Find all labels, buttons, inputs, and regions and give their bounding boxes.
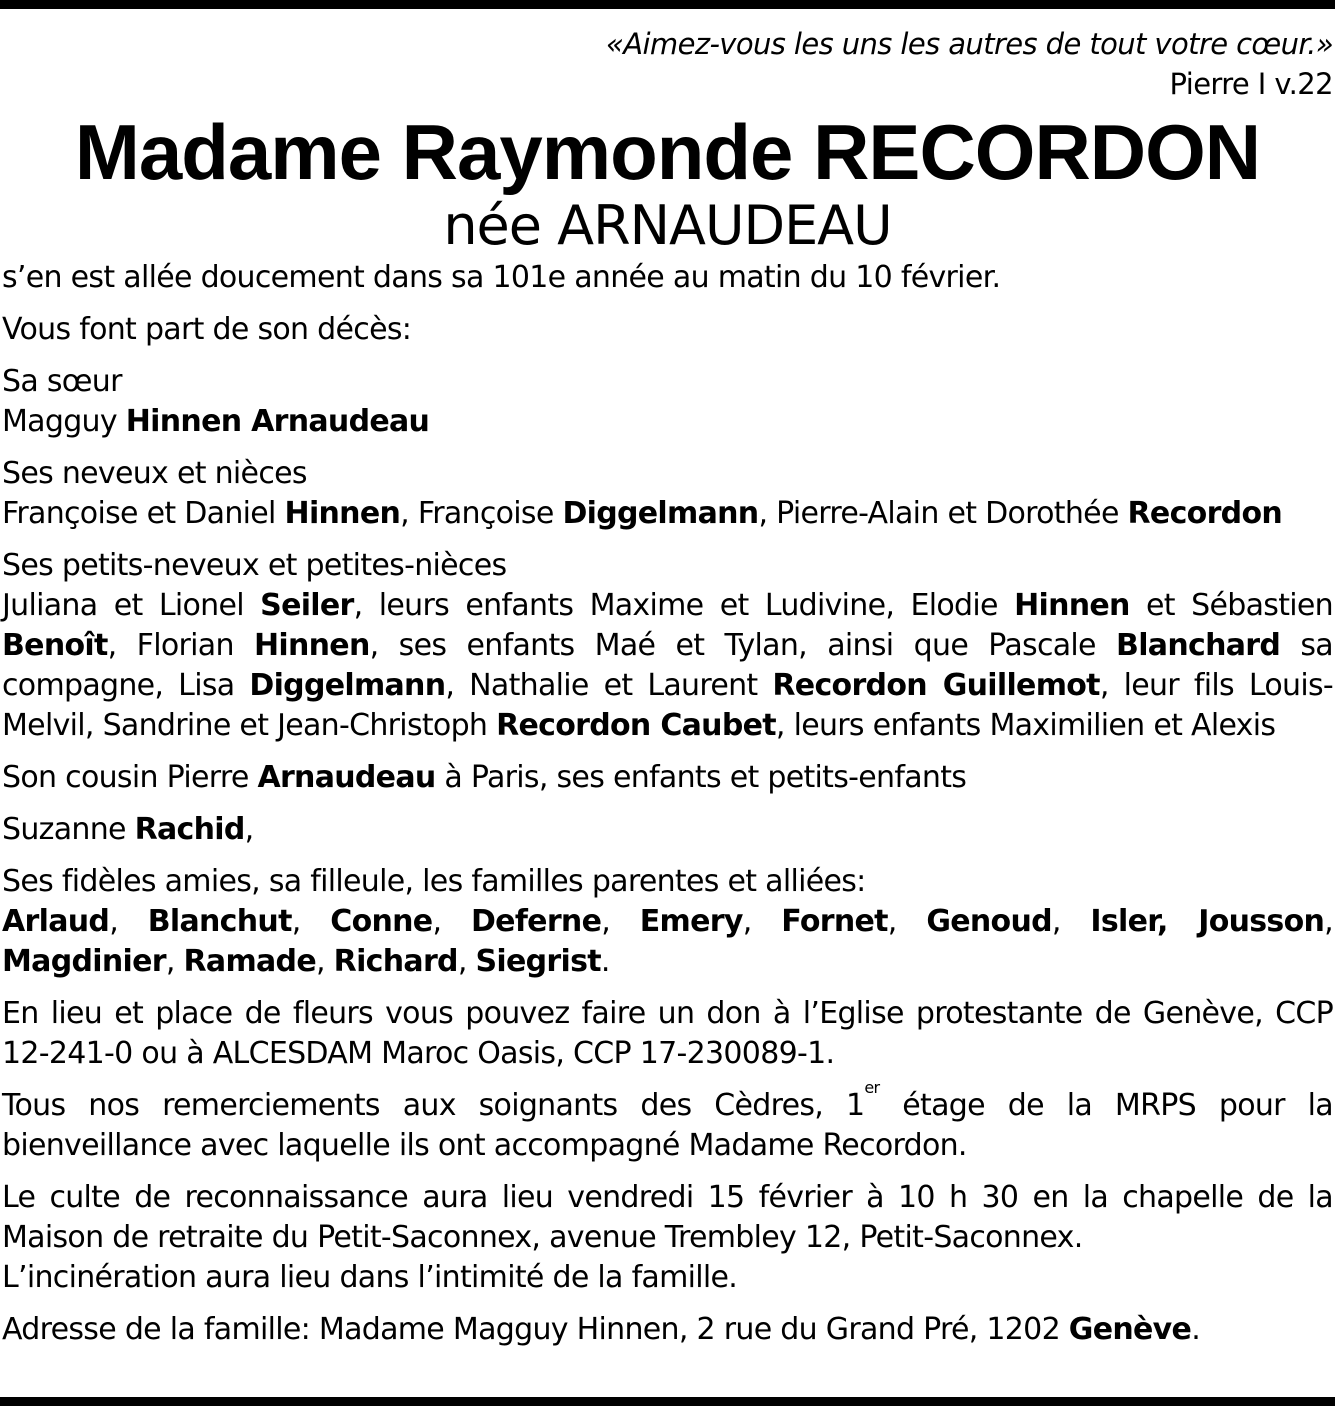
thanks-superscript: er	[864, 1078, 880, 1097]
sister-section	[2, 362, 1333, 442]
sister-names	[2, 402, 1333, 442]
grand-nephews-surname: Recordon Caubet	[496, 708, 776, 743]
nephews-text: , Françoise	[400, 496, 563, 531]
grand-nephews-section	[2, 546, 1333, 746]
cousin-text-part: à Paris, ses enfants et petits-enfants	[435, 760, 967, 795]
thanks-text	[2, 1078, 1333, 1166]
family-name: Deferne	[470, 904, 602, 939]
family-name-separator: .	[600, 944, 610, 979]
family-name: Emery	[639, 904, 743, 939]
ceremony-text: Le culte de reconnaissance aura lieu vendredi 15 février à 10 h 30 en la chapelle de la Maison de retraite du Petit-Saconnex, avenue Trembley 12, Petit-Saconnex.	[2, 1180, 1333, 1255]
bottom-rule	[0, 1397, 1335, 1406]
family-name: Genoud	[926, 904, 1052, 939]
grand-nephews-surname: Blanchard	[1116, 628, 1281, 663]
family-name: Conne	[330, 904, 433, 939]
family-name: Fornet	[781, 904, 888, 939]
nephews-text: Françoise et Daniel	[2, 496, 285, 531]
family-name-separator: ,	[165, 944, 184, 979]
friends-heading: Ses fidèles amies, sa filleule, les familles parentes et alliées:	[2, 864, 866, 899]
grand-nephews-text: , Florian	[107, 628, 254, 663]
grand-nephews-text: , ses enfants Maé et Tylan, ainsi que Pascale	[369, 628, 1117, 663]
address-text: Adresse de la famille: Madame Magguy Hinnen, 2 rue du Grand Pré, 1202	[2, 1312, 1069, 1347]
family-name-separator: ,	[742, 904, 782, 939]
cousin-text-part: Son cousin Pierre	[2, 760, 258, 795]
suzanne-punct: ,	[244, 812, 254, 847]
grand-nephews-heading: Ses petits-neveux et petites-nièces	[2, 548, 507, 583]
family-name-separator: ,	[601, 904, 640, 939]
grand-nephews-surname: Diggelmann	[249, 668, 446, 703]
grand-nephews-text: Juliana et Lionel	[2, 588, 261, 623]
friends-section	[2, 862, 1333, 982]
cremation-text: L’incinération aura lieu dans l’intimité de la famille.	[2, 1260, 738, 1295]
grand-nephews-surname: Hinnen	[1014, 588, 1130, 623]
nephews-surname: Hinnen	[284, 496, 401, 531]
family-name-separator: ,	[109, 904, 148, 939]
maiden-name: née ARNAUDEAU	[443, 194, 892, 257]
nephews-surname: Recordon	[1127, 496, 1283, 531]
family-name-separator: ,	[1051, 904, 1091, 939]
grand-nephews-text: sa compagne, Lisa	[2, 628, 1333, 703]
nephews-heading: Ses neveux et nièces	[2, 456, 307, 491]
suzanne-first-name: Suzanne	[2, 812, 135, 847]
family-name: Isler, Jousson	[1090, 904, 1325, 939]
grand-nephews-surname: Hinnen	[254, 628, 370, 663]
thanks-text-part: étage de la MRPS pour la bienveillance avec laquelle ils ont accompagné Madame Recordon.	[2, 1088, 1333, 1163]
cousin-surname: Arnaudeau	[257, 760, 436, 795]
suzanne-text	[2, 810, 1333, 850]
obituary-notice	[2, 24, 1333, 1350]
grand-nephews-surname: Seiler	[260, 588, 354, 623]
grand-nephews-names	[2, 586, 1333, 746]
family-name-separator: ,	[432, 904, 471, 939]
family-name-separator: ,	[291, 904, 331, 939]
suzanne-surname: Rachid	[134, 812, 245, 847]
sister-surname: Hinnen Arnaudeau	[125, 404, 430, 439]
family-name: Richard	[333, 944, 458, 979]
sister-first-name: Magguy	[2, 404, 126, 439]
address-city: Genève	[1068, 1312, 1192, 1347]
family-name: Blanchut	[147, 904, 292, 939]
family-name: Arlaud	[2, 904, 110, 939]
grand-nephews-text: et Sébastien	[1129, 588, 1333, 623]
family-name: Siegrist	[475, 944, 601, 979]
grand-nephews-text: , leurs enfants Maxime et Ludivine, Elodie	[353, 588, 1015, 623]
grand-nephews-surname: Benoît	[2, 628, 108, 663]
family-name-separator: ,	[315, 944, 334, 979]
family-name-separator: ,	[457, 944, 476, 979]
announcement-text: Vous font part de son décès:	[2, 312, 412, 347]
family-name-separator: ,	[1324, 904, 1333, 939]
sister-heading: Sa sœur	[2, 364, 122, 399]
grand-nephews-text: , leurs enfants Maximilien et Alexis	[775, 708, 1276, 743]
family-name-separator: ,	[887, 904, 927, 939]
thanks-text-part: Tous nos remerciements aux soignants des Cèdres, 1	[2, 1088, 865, 1123]
grand-nephews-surname: Recordon Guillemot	[772, 668, 1100, 703]
deceased-name: Madame Raymonde RECORDON	[74, 108, 1261, 196]
grand-nephews-text: , leur fils Louis-Melvil, Sandrine et Jean-Christoph	[2, 668, 1334, 743]
nephews-section	[2, 454, 1333, 534]
epigraph-quote: «Aimez-vous les uns les autres de tout votre cœur.»	[605, 27, 1333, 61]
intro-text: s’en est allée doucement dans sa 101e année au matin du 10 février.	[2, 260, 1001, 295]
nephews-text: , Pierre-Alain et Dorothée	[758, 496, 1128, 531]
nephews-names	[2, 494, 1333, 534]
address-punct: .	[1191, 1312, 1201, 1347]
family-address	[2, 1310, 1333, 1350]
friends-families-list	[2, 902, 1333, 982]
top-rule	[0, 0, 1335, 9]
family-name: Ramade	[183, 944, 316, 979]
epigraph	[2, 24, 1333, 104]
donation-text: En lieu et place de fleurs vous pouvez faire un don à l’Eglise protestante de Genève, CCP 12-241-0 ou à ALCESDAM Maroc Oasis, CCP 17-230089-1.	[2, 996, 1333, 1071]
family-name: Magdinier	[2, 944, 166, 979]
cousin-text	[2, 758, 1333, 798]
epigraph-reference: Pierre I v.22	[1169, 67, 1333, 101]
nephews-surname: Diggelmann	[562, 496, 759, 531]
ceremony-section	[2, 1178, 1333, 1298]
grand-nephews-text: , Nathalie et Laurent	[445, 668, 773, 703]
